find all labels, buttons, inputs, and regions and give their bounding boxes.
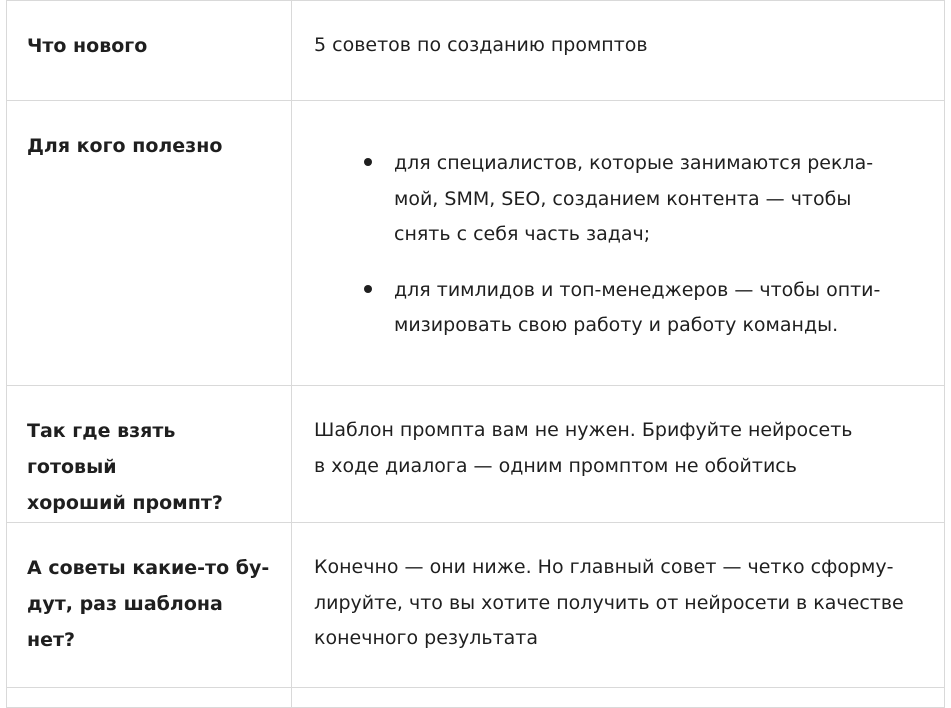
row-label-cell xyxy=(7,1,292,101)
list-item xyxy=(314,146,923,253)
table-row xyxy=(7,101,945,386)
row-value-cell xyxy=(292,523,945,688)
row-value: 5 советов по созданию промптов xyxy=(314,34,648,56)
bullet-icon xyxy=(364,285,372,293)
table-row xyxy=(7,386,945,523)
row-value-cell xyxy=(292,386,945,523)
row-label-cell xyxy=(7,386,292,523)
row-label: А советы какие-то бу- дут, раз шаблона нет? xyxy=(27,557,270,651)
row-label: Что нового xyxy=(27,35,148,57)
info-table xyxy=(6,0,945,708)
table-row-partial xyxy=(7,688,945,708)
row-value: Конечно — они ниже. Но главный совет — четко сформу- лируйте, что вы хотите получить от нейросети в качестве конечного результата xyxy=(314,556,904,649)
row-value-cell xyxy=(292,1,945,101)
bullet-list xyxy=(314,146,923,344)
list-item xyxy=(314,273,923,344)
list-item-text: для тимлидов и топ-менеджеров — чтобы опти- мизировать свою работу и работу команды. xyxy=(394,278,881,336)
table-row xyxy=(7,1,945,101)
table-row xyxy=(7,523,945,688)
row-label: Так где взять готовый хороший промпт? xyxy=(27,420,223,514)
row-label-cell xyxy=(7,523,292,688)
list-item-text: для специалистов, которые занимаются рекла- мой, SMM, SEO, созданием контента — чтобы снять с себя часть задач; xyxy=(394,152,874,245)
row-label-cell xyxy=(7,688,292,708)
row-value-cell xyxy=(292,688,945,708)
row-value: Шаблон промпта вам не нужен. Брифуйте нейросеть в ходе диалога — одним промптом не обойтись xyxy=(314,419,853,477)
row-label: Для кого полезно xyxy=(27,135,223,157)
bullet-icon xyxy=(364,158,372,166)
row-label-cell xyxy=(7,101,292,386)
row-value-cell xyxy=(292,101,945,386)
bullet-list-container xyxy=(293,102,943,344)
